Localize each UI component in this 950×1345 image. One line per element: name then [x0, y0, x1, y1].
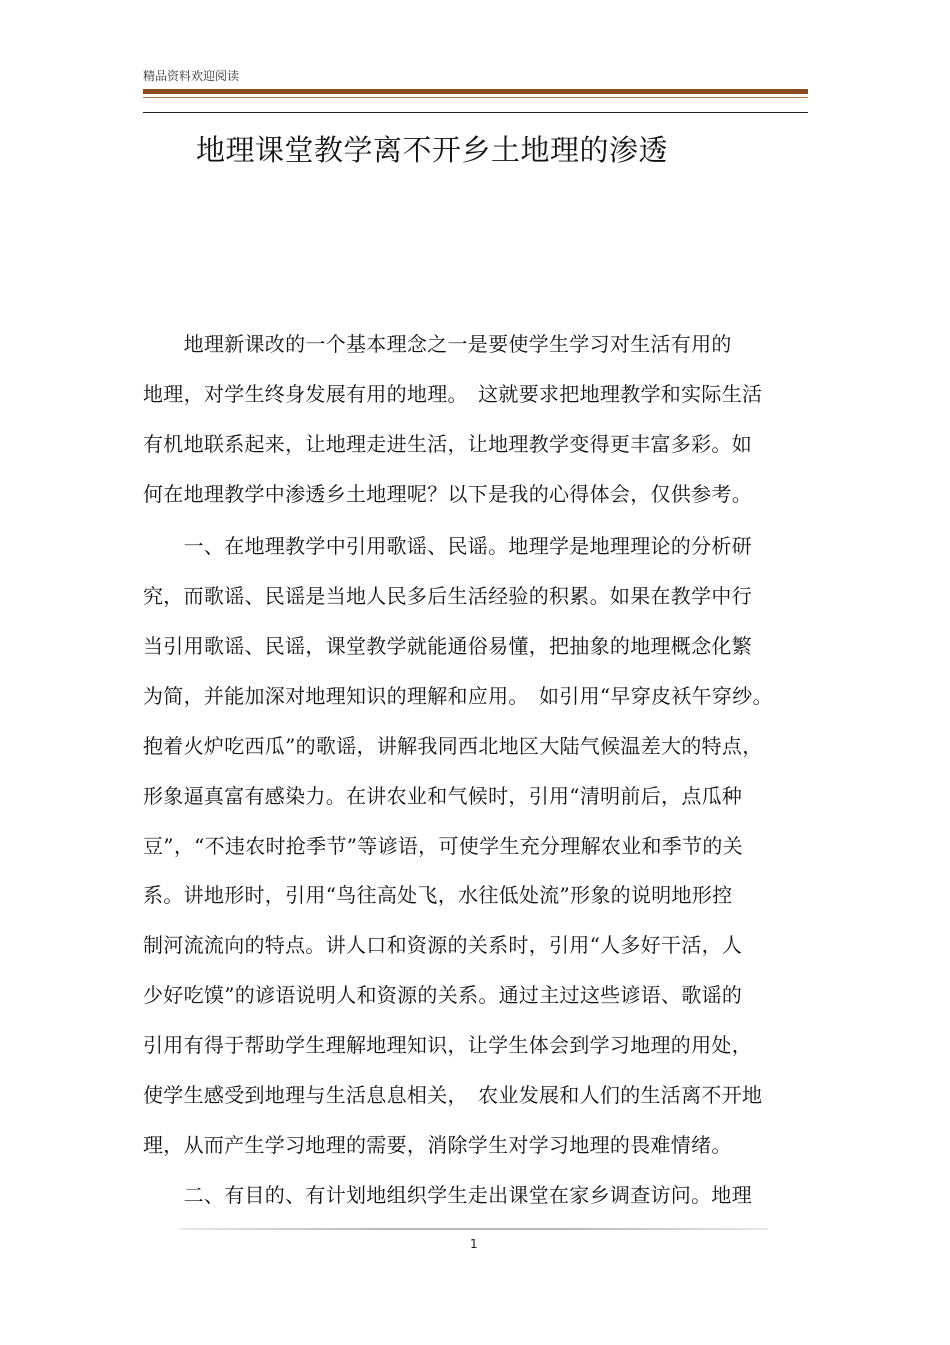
- body-line: 理，从而产生学习地理的需要，消除学生对学习地理的畏难情绪。: [143, 1133, 732, 1157]
- body-line: 豆”，“不违农时抢季节”等谚语，可使学生充分理解农业和季节的关: [143, 834, 743, 858]
- body-line: 制河流流向的特点。讲人口和资源的关系时，引用“人多好干活，人: [143, 933, 743, 957]
- body-line: 一、在地理教学中引用歌谣、民谣。地理学是地理理论的分析研: [143, 534, 752, 558]
- body-line: 究，而歌谣、民谣是当地人民多后生活经验的积累。如果在教学中行: [143, 584, 752, 608]
- body-line: 有机地联系起来，让地理走进生活，让地理教学变得更丰富多彩。如: [143, 432, 752, 456]
- body-line: 少好吃馍”的谚语说明人和资源的关系。通过主过这些谚语、歌谣的: [143, 983, 743, 1007]
- document-title: 地理课堂教学离不开乡土地理的渗透: [196, 133, 669, 167]
- body-line: 当引用歌谣、民谣，课堂教学就能通俗易懂，把抽象的地理概念化繁: [143, 634, 752, 658]
- body-line: 使学生感受到地理与生活息息相关， 农业发展和人们的生活离不开地: [143, 1083, 763, 1107]
- footer-rule: [180, 1228, 768, 1230]
- body-line: 引用有得于帮助学生理解地理知识，让学生体会到学习地理的用处，: [143, 1033, 752, 1057]
- body-line: 抱着火炉吃西瓜”的歌谣，讲解我同西北地区大陆气候温差大的特点，: [143, 734, 763, 758]
- header-rule-thin: [143, 97, 808, 98]
- header-text: 精品资料欢迎阅读: [143, 69, 240, 83]
- page-number: 1: [470, 1237, 478, 1251]
- body-line: 地理新课改的一个基本理念之一是要使学生学习对生活有用的: [143, 332, 732, 356]
- header-rule-bottom: [143, 112, 808, 113]
- body-line: 为简，并能加深对地理知识的理解和应用。 如引用“早穿皮袄午穿纱。: [143, 684, 773, 708]
- body-line: 何在地理教学中渗透乡土地理呢？以下是我的心得体会，仅供参考。: [143, 482, 752, 506]
- body-line: 形象逼真富有感染力。在讲农业和气候时，引用“清明前后，点瓜种: [143, 784, 743, 808]
- body-line: 系。讲地形时，引用“鸟往高处飞，水往低处流”形象的说明地形控: [143, 883, 733, 907]
- header-rule-thick: [143, 89, 808, 94]
- body-line: 地理，对学生终身发展有用的地理。 这就要求把地理教学和实际生活: [143, 382, 763, 406]
- body-line: 二、有目的、有计划地组织学生走出课堂在家乡调查访问。地理: [143, 1183, 752, 1207]
